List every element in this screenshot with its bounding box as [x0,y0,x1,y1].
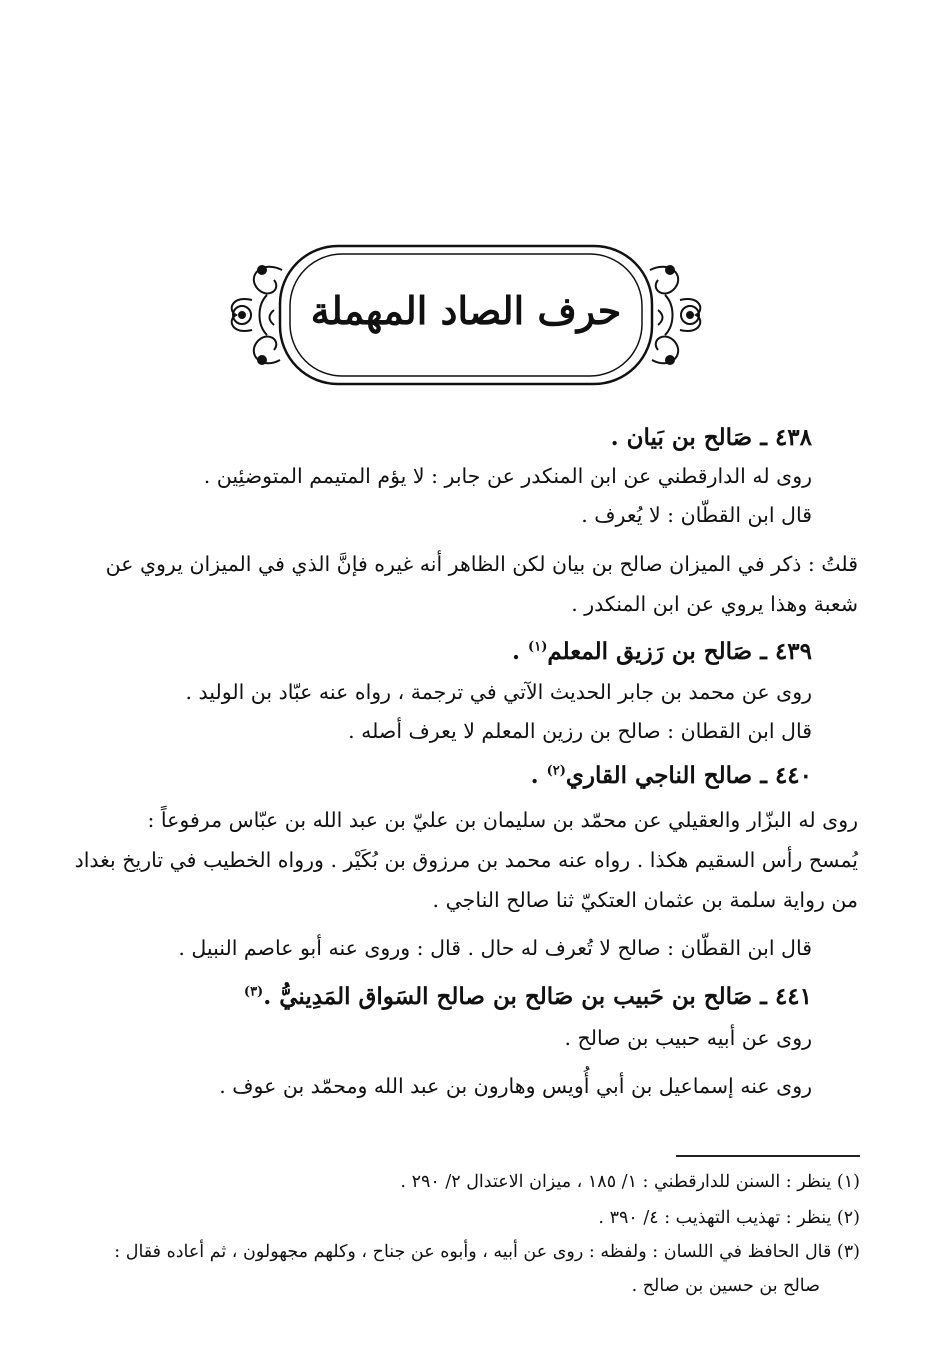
footnote: (١) ينظر : السنن للدارقطني : ١/ ١٨٥ ، ميزان الاعتدال ٢/ ٢٩٠ . [400,1172,860,1192]
entry-heading-end: . [512,638,529,665]
chapter-header [222,240,710,390]
footnote: صالح بن حسين بن صالح . [631,1276,820,1296]
footnote-ref: (٢) [546,763,566,779]
entry-line: قال ابن القطّان : لا يُعرف . [581,503,812,527]
note-line: قلتُ : ذكر في الميزان صالح بن بيان لكن الظاهر أنه غيره فإنَّ الذي في الميزان يروي عن [105,552,858,576]
entry-heading-text: ٤٤١ ـ صَالح بن حَبيب بن صَالح بن صالح السَواق المَدِينيُّ . [263,983,812,1010]
entry-line: قال ابن القطان : صالح بن رزين المعلم لا يعرف أصله . [348,719,812,743]
entry-line: قال ابن القطّان : صالح لا تُعرف له حال . قال : وروى عنه أبو عاصم النبيل . [178,936,812,960]
entry-heading [512,638,812,665]
footnote-ref: (١) [528,639,548,655]
entry-line: روى عن أبيه حبيب بن صالح . [564,1026,812,1050]
entry-heading [611,424,812,451]
entry-line: روى له الدارقطني عن ابن المنكدر عن جابر : لا يؤم المتيمم المتوضئِين . [203,464,812,488]
footnote-ref: (٣) [243,984,264,1000]
entry-heading-end: . [530,762,547,789]
footnote-separator [676,1155,860,1157]
entry-line: يُمسح رأس السقيم هكذا . رواه عنه محمد بن مرزوق بن بُكَيْر . ورواه الخطيب في تاريخ بغداد [74,848,858,872]
note-line: شعبة وهذا يروي عن ابن المنكدر . [571,592,858,616]
footnote: (٣) قال الحافظ في اللسان : ولفظه : روى عن أبيه ، وأبوه عن جناح ، وكلهم مجهولون ، ثم أعاده فقال : [114,1242,860,1262]
footnote: (٢) ينظر : تهذيب التهذيب : ٤/ ٣٩٠ . [598,1208,860,1228]
entry-line: روى عنه إسماعيل بن أبي أُويس وهارون بن عبد الله ومحمّد بن عوف . [219,1074,812,1098]
entry-heading [531,762,812,789]
entry-heading-text: ٤٣٩ ـ صَالح بن رَزيق المعلم [547,638,812,665]
entry-line: روى له البزّار والعقيلي عن محمّد بن سليمان بن عليّ بن عبد الله بن عبّاس مرفوعاً : [147,808,858,832]
entry-heading-text: ٤٣٨ ـ صَالح بن بَيان . [610,424,812,451]
entry-heading [244,983,812,1010]
entry-line: روى عن محمد بن جابر الحديث الآتي في ترجمة ، رواه عنه عبّاد بن الوليد . [185,680,812,704]
entry-line: من رواية سلمة بن عثمان العتكيّ ثنا صالح الناجي . [432,888,858,912]
entry-heading-text: ٤٤٠ ـ صالح الناجي القاري [565,762,812,789]
chapter-title: حرف الصاد المهملة [310,288,622,333]
